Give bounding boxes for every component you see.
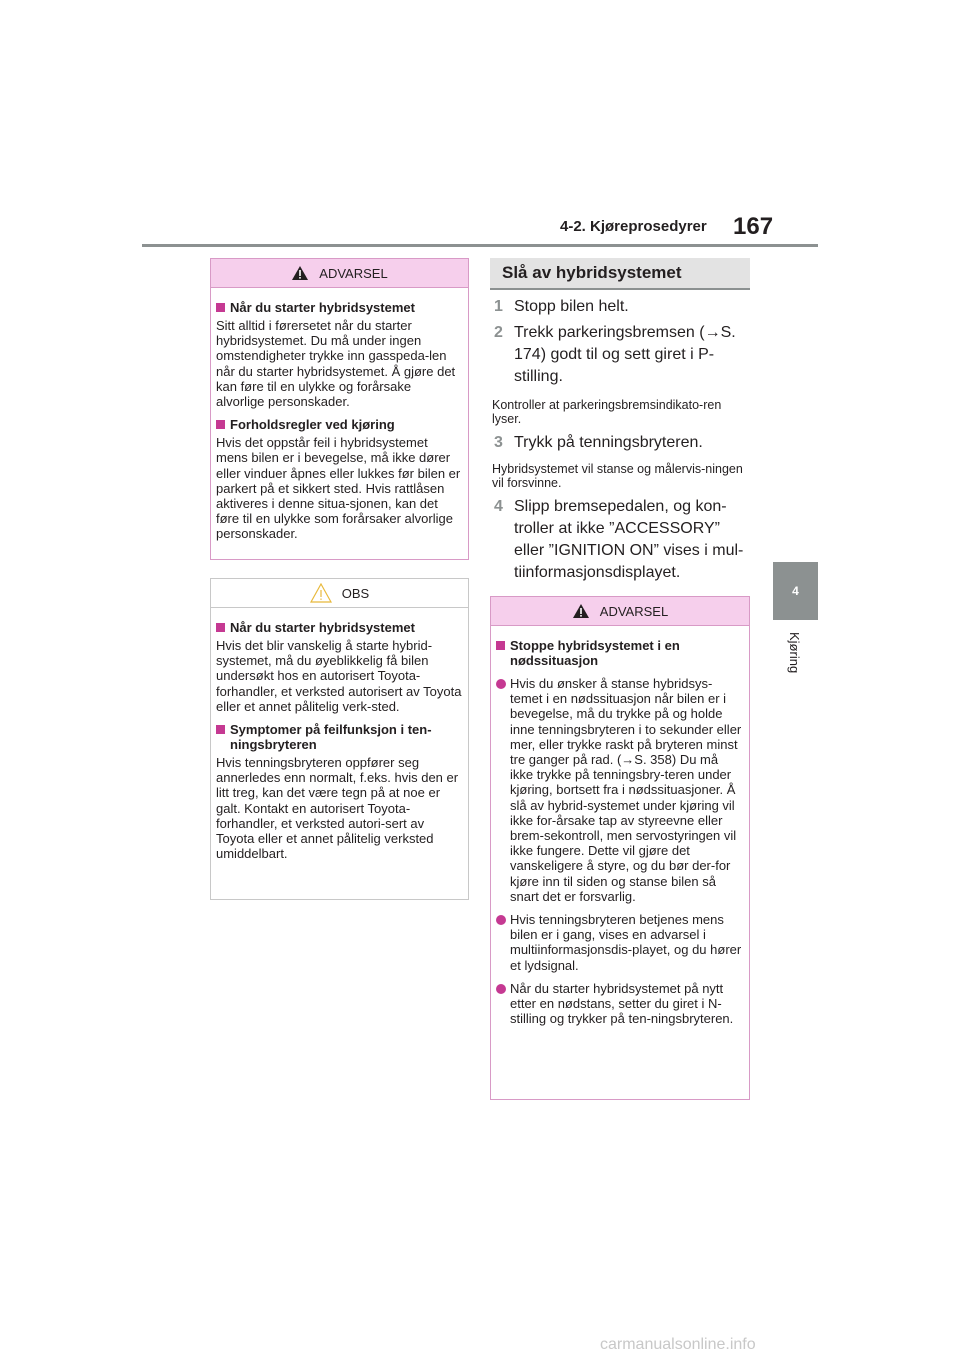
obs-item-title: Symptomer på feilfunksjon i ten-ningsbryteren: [216, 722, 462, 752]
round-bullet-icon: [496, 679, 506, 689]
watermark: carmanualsonline.info: [600, 1336, 756, 1353]
obs-box-header: [211, 579, 468, 608]
warning-2-bullet: Hvis tenningsbryteren betjenes mens bilen er i gang, vises en advarsel i multiinformasjonsdis-playet, og du hører et lydsignal.: [496, 912, 743, 973]
chapter-label: [780, 632, 810, 692]
warning-triangle-icon: [572, 603, 590, 619]
obs-box: [210, 578, 469, 900]
warning-box-1-heading: ADVARSEL: [319, 265, 388, 281]
step-1: 1 Stopp bilen helt.: [494, 298, 629, 315]
warning-item-text: Hvis det oppstår feil i hybridsystemet mens bilen er i bevegelse, må ikke dører eller vinduer åpnes eller lukkes før bilen er parkert på et sikkert sted. Hvis rattlåsen aktiveres i denne situa-sjonen, kan det føre til en ulykke som forårsaker alvorlige personskader.: [216, 435, 461, 542]
warning-box-2: [490, 596, 750, 1100]
chapter-tab: 4: [773, 562, 818, 620]
obs-item-text: Hvis tenningsbryteren oppfører seg annerledes enn normalt, f.eks. hvis den er litt treg, kan det være tegn på at noe er galt. Kontakt en autorisert Toyota-forhandler, et verksted autori-sert av Toyota eller et annet pålitelig verksted umiddelbart.: [216, 755, 459, 862]
chapter-label-text: Kjøring: [787, 632, 802, 674]
caution-triangle-icon: [310, 583, 332, 603]
warning-2-bullet: Når du starter hybridsystemet på nytt etter en nødstans, setter du giret i N-stilling og trykker på ten-ningsbryteren.: [496, 981, 743, 1027]
square-bullet-icon: [496, 641, 505, 650]
step-4: 4 Slipp bremsepedalen, og kon-troller at ikke ”ACCESSORY” eller ”IGNITION ON” vises i mul-tiinformasjonsdisplayet.: [494, 498, 744, 581]
step-3-note: Hybridsystemet vil stanse og målervis-ningen vil forsvinne.: [492, 462, 743, 490]
warning-item-text: Sitt alltid i førersetet når du starter hybridsystemet. Du må under ingen omstendigheter trykke inn gasspeda-len når du starter hybridsystemet. Å gjøre det kan føre til en ulykke og forårsake alvorlige personskader.: [216, 318, 456, 410]
step-2-note: Kontroller at parkeringsbremsindikato-ren lyser.: [492, 398, 722, 426]
warning-2-title: Stoppe hybridsystemet i en nødssituasjon: [496, 638, 743, 668]
warning-triangle-icon: [291, 265, 309, 281]
square-bullet-icon: [216, 623, 225, 632]
section-header: 4-2. Kjøreprosedyrer: [560, 218, 707, 235]
section-title: Slå av hybridsystemet: [490, 258, 750, 290]
round-bullet-icon: [496, 915, 506, 925]
obs-item-title: Når du starter hybridsystemet: [216, 620, 462, 635]
warning-box-1: [210, 258, 469, 560]
warning-box-2-heading: ADVARSEL: [599, 603, 669, 619]
square-bullet-icon: [216, 725, 225, 734]
warning-item-title: Når du starter hybridsystemet: [216, 300, 462, 315]
obs-item-text: Hvis det blir vanskelig å starte hybrid-systemet, må du øyeblikkelig få bilen undersøkt hos en autorisert Toyota-forhandler, et verksted autorisert av Toyota eller et annet pålitelig verk-sted.: [216, 638, 462, 714]
round-bullet-icon: [496, 984, 506, 994]
step-3: 3 Trykk på tenningsbryteren.: [494, 434, 703, 451]
warning-box-2-header: [491, 597, 749, 626]
header-rule: [142, 244, 818, 247]
obs-box-heading: OBS: [341, 585, 370, 601]
square-bullet-icon: [216, 303, 225, 312]
page-number: 167: [733, 213, 774, 240]
warning-box-1-header: [211, 259, 468, 288]
warning-2-bullet: Hvis du ønsker å stanse hybridsys-temet i en nødssituasjon når bilen er i bevegelse, må du trykke på og holde inne tenningsbryteren i to sekunder eller mer, eller trykke raskt på bryteren minst tre ganger på rad. (→S. 358) Du må ikke trykke på tenningsbry-teren under kjøring, bortsett fra i nødssituasjoner. Å slå av hybrid-systemet under kjøring vil ikke for-årsake tap av styreevne eller brem-sekontroll, men servostyringen vil ikke fungere. Dette vil gjøre det vanskeligere å styre, og du bør der-for kjøre inn til siden og stanse bilen så snart det er forsvarlig.: [496, 676, 743, 904]
warning-item-title: Forholdsregler ved kjøring: [216, 417, 462, 432]
square-bullet-icon: [216, 420, 225, 429]
step-2: 2 Trekk parkeringsbremsen (→S. 174) godt til og sett giret i P-stilling.: [494, 324, 736, 385]
